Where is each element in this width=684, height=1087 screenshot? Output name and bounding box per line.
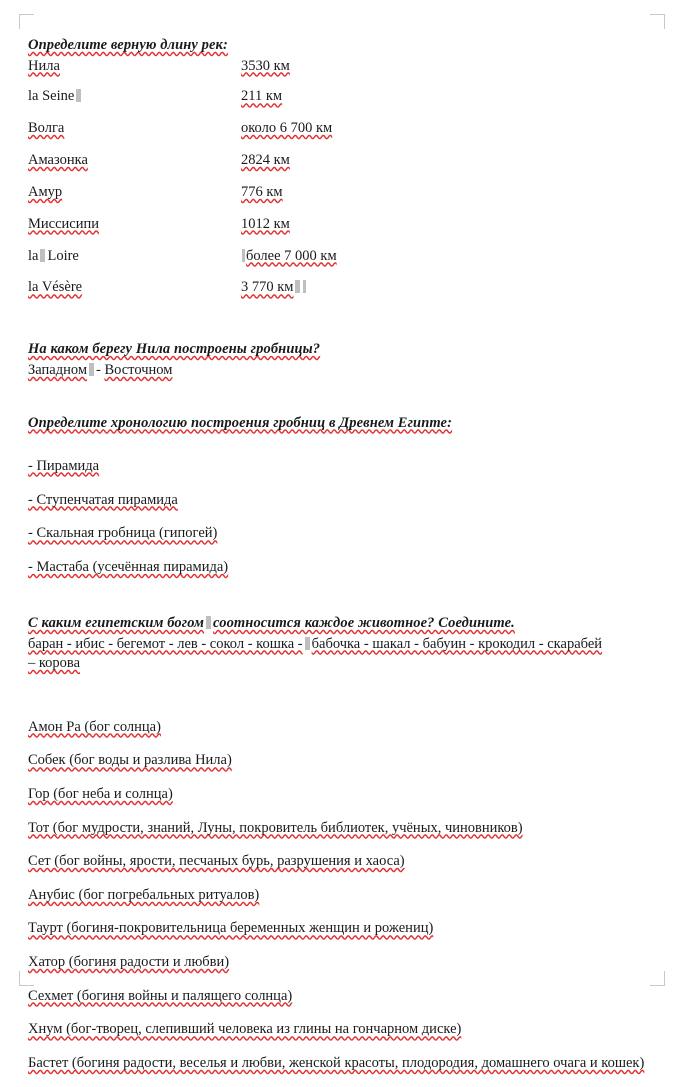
list-item[interactable]: - Ступенчатая пирамида	[28, 491, 178, 508]
river-distance: 776 км	[241, 183, 283, 200]
river-distance: около 6 700 км	[241, 120, 333, 137]
list-item[interactable]: Собек (бог воды и разлива Нила)	[28, 752, 232, 769]
editing-cursor-bar	[40, 249, 45, 262]
river-name: la Seine	[28, 87, 241, 106]
river-distance: 2824 км	[241, 152, 290, 169]
list-item[interactable]: - Мастаба (усечённая пирамида)	[28, 559, 229, 576]
nile-bank-options[interactable]	[28, 361, 660, 380]
list-item[interactable]: Сет (бог войны, ярости, песчаных бурь, разрушения и хаоса)	[28, 853, 405, 870]
list-item[interactable]: Анубис (бог погребальных ритуалов)	[28, 886, 260, 903]
table-row[interactable]	[28, 57, 660, 76]
animals-line-3: – корова	[28, 654, 81, 671]
table-row[interactable]	[28, 247, 660, 266]
list-item[interactable]: - Пирамида	[28, 457, 100, 474]
editing-cursor-bar	[76, 89, 81, 102]
animals-line-1: баран - ибис - бегемот - лев - сокол - кошка -	[28, 635, 303, 652]
river-name: Амур	[28, 183, 63, 200]
editing-cursor-bar	[206, 616, 211, 629]
list-item[interactable]: Бастет (богиня радости, веселья и любви, женской красоты, плодородия, домашнего очага и кошек)	[28, 1054, 645, 1071]
river-name: Амазонка	[28, 152, 88, 169]
editing-cursor-bar	[305, 637, 310, 650]
river-name: Миссисипи	[28, 215, 99, 232]
table-row[interactable]	[28, 119, 660, 138]
table-row[interactable]	[28, 183, 660, 202]
editing-cursor-bar	[295, 280, 300, 293]
river-name: la Loire	[28, 247, 79, 264]
nile-bank-heading: На каком берегу Нила построены гробницы?	[28, 341, 321, 358]
list-item[interactable]: Тот (бог мудрости, знаний, Луны, покровитель библиотек, учёных, чиновников)	[28, 819, 523, 836]
list-item[interactable]: Хнум (бог-творец, слепивший человека из глины на гончарном диске)	[28, 1021, 462, 1038]
list-item[interactable]: Хатор (богиня радости и любви)	[28, 954, 230, 971]
option-separator: -	[96, 361, 101, 378]
chronology-heading: Определите хронологию построения гробниц в Древнем Египте:	[28, 414, 453, 431]
option-east[interactable]: Восточном	[104, 361, 173, 378]
river-distance: 3530 км	[241, 57, 290, 74]
animals-list[interactable]	[28, 635, 660, 674]
option-west[interactable]: Западном	[28, 361, 87, 378]
gods-heading: С каким египетским богом соотносится каждое животное? Соедините.	[28, 615, 515, 632]
list-item[interactable]: Амон Ра (бог солнца)	[28, 718, 161, 735]
table-row[interactable]	[28, 151, 660, 170]
animals-line-2: бабочка - шакал - бабуин - крокодил - скарабей	[311, 635, 603, 652]
table-row[interactable]	[28, 215, 660, 234]
river-name: Волга	[28, 120, 65, 137]
river-distance: более 7 000 км	[241, 247, 337, 266]
list-item[interactable]: Гор (бог неба и солнца)	[28, 785, 173, 802]
river-name: Нила	[28, 57, 60, 74]
rivers-heading: Определите верную длину рек:	[28, 37, 228, 53]
table-row[interactable]	[28, 278, 660, 297]
river-name: la Vésère	[28, 279, 83, 296]
list-item[interactable]: Сехмет (богиня войны и палящего солнца)	[28, 987, 293, 1004]
river-distance: 3 770 км	[241, 278, 307, 297]
river-distance: 211 км	[241, 88, 283, 105]
river-distance: 1012 км	[241, 215, 290, 232]
editing-cursor-bar	[303, 280, 306, 293]
list-item[interactable]: Таурт (богиня-покровительница беременных женщин и рожениц)	[28, 920, 434, 937]
list-item[interactable]: - Скальная гробница (гипогей)	[28, 525, 218, 542]
editing-cursor-bar	[242, 249, 245, 262]
table-row[interactable]	[28, 87, 660, 106]
editing-cursor-bar	[89, 363, 94, 376]
